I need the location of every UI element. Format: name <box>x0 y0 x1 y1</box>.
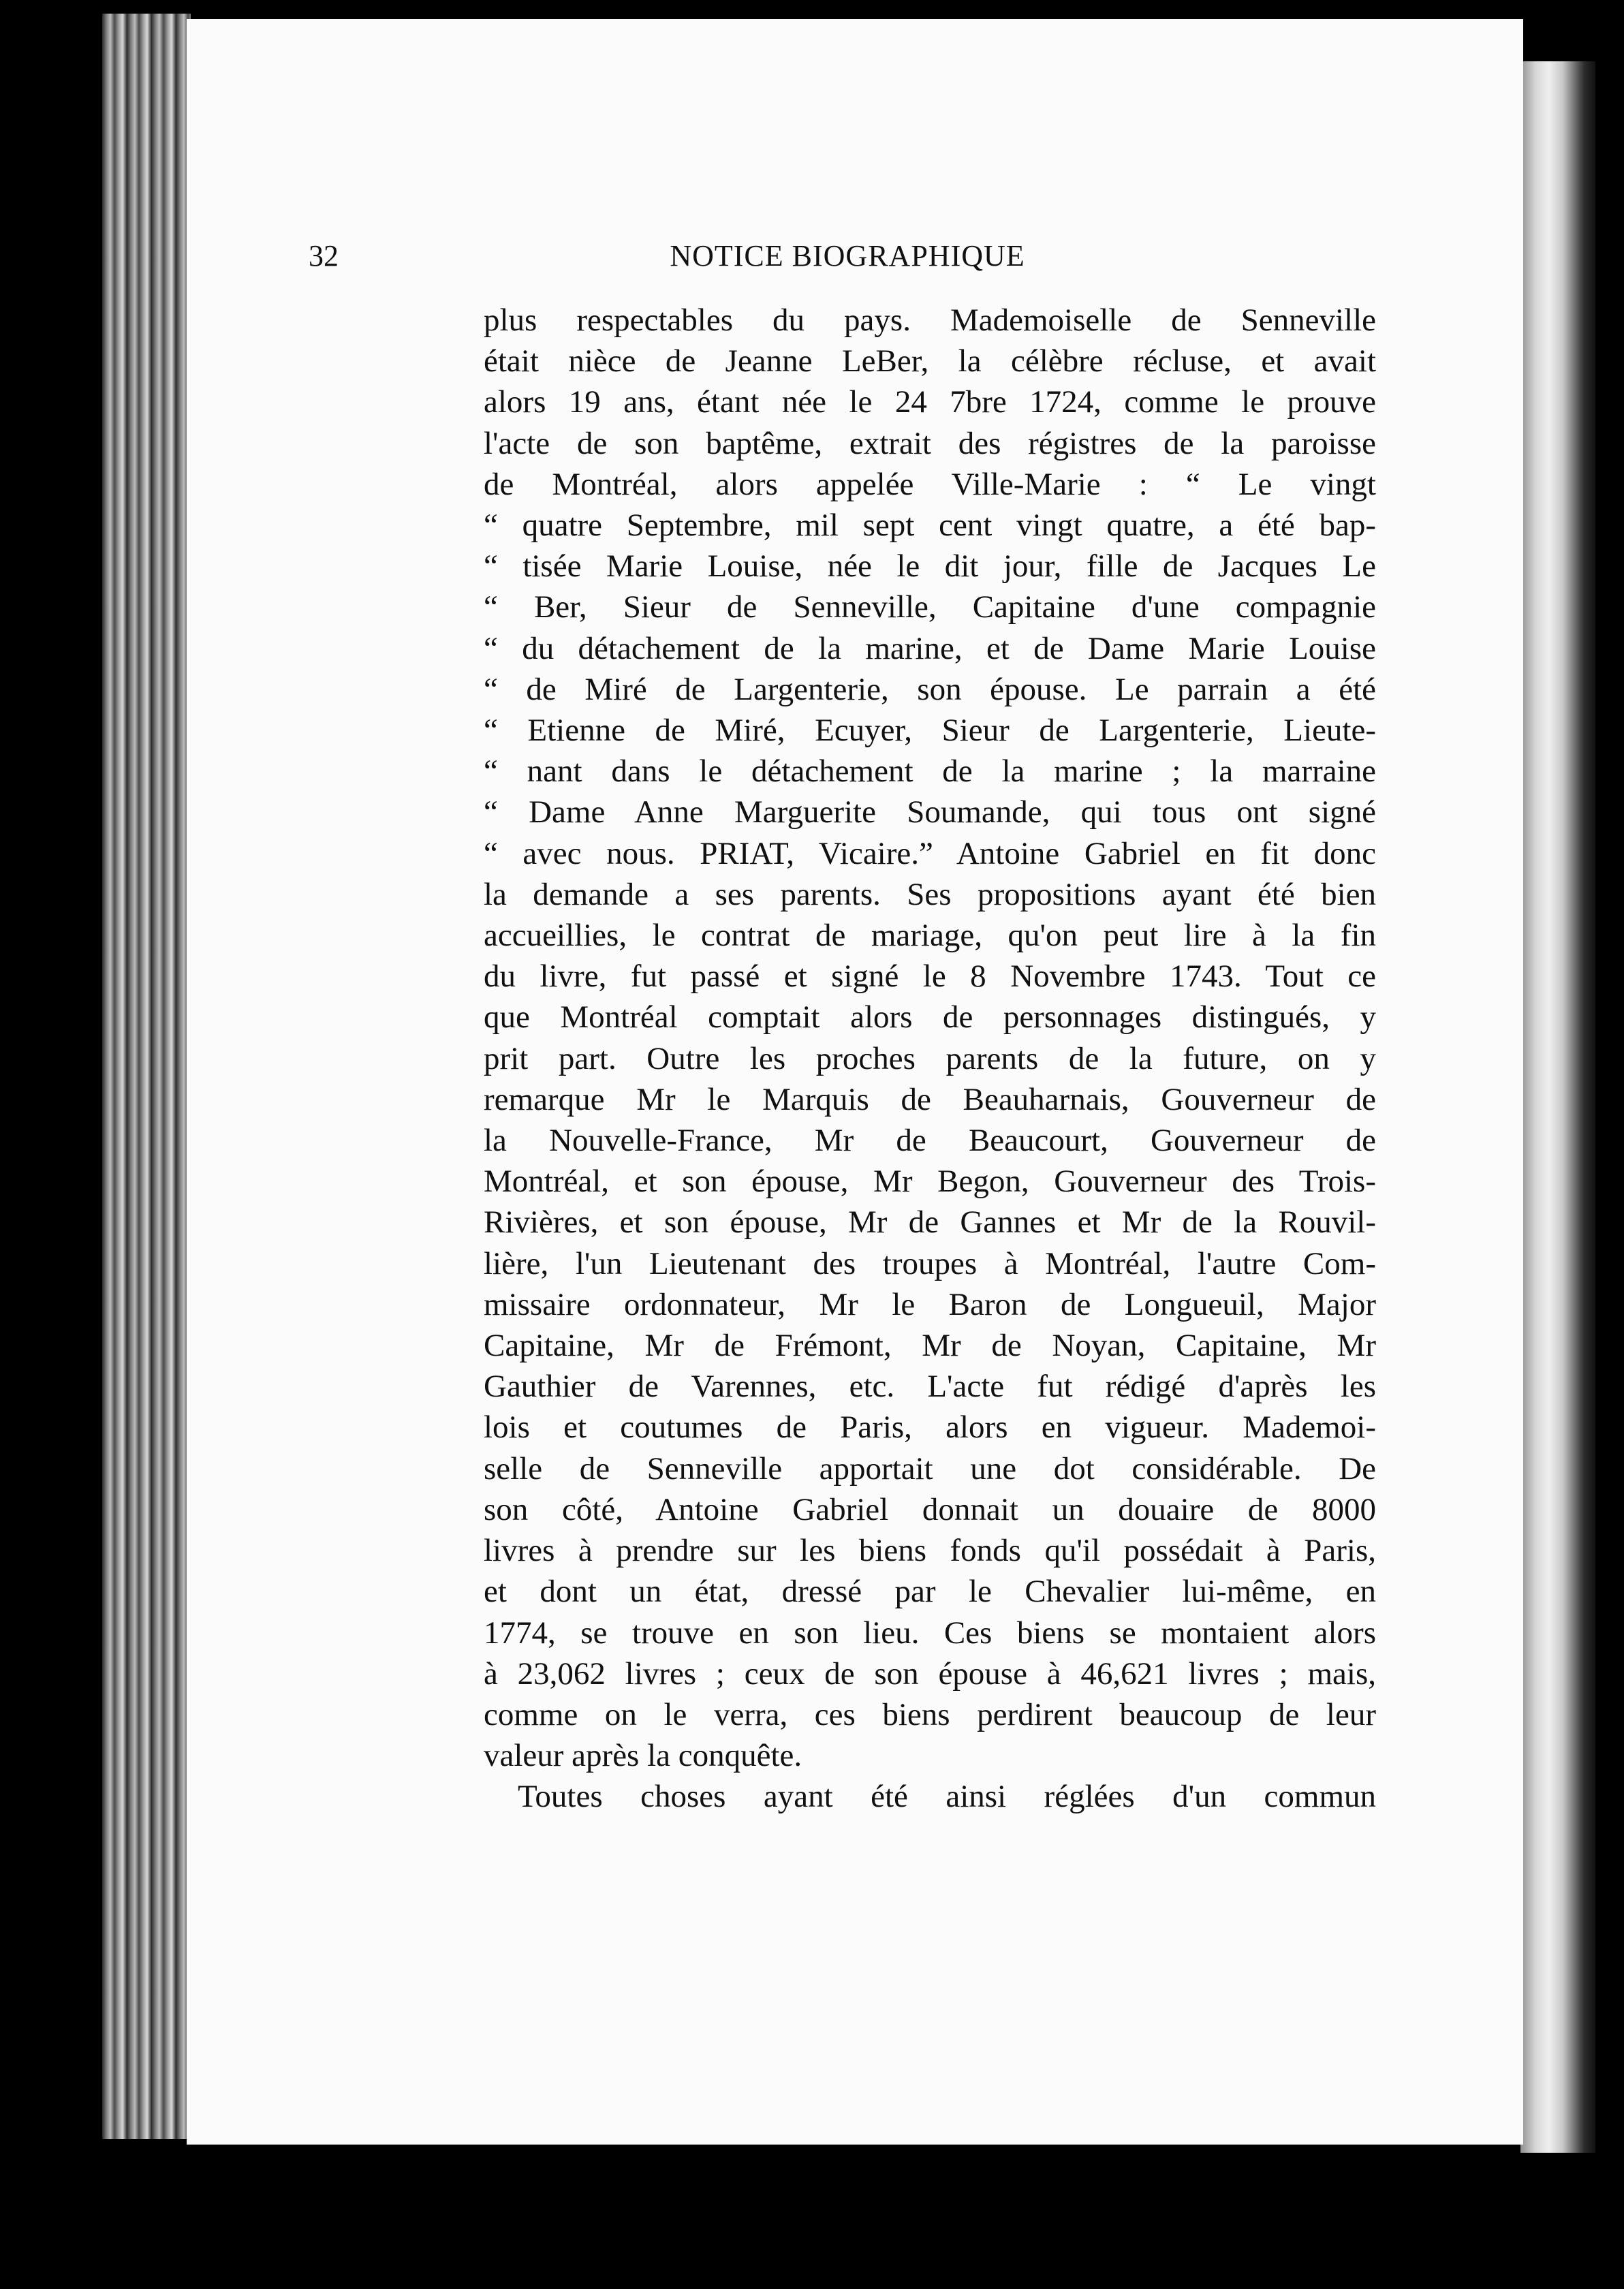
text-line: lois et coutumes de Paris, alors en vigueur. Mademoi- <box>484 1410 1376 1446</box>
text-line: que Montréal comptait alors de personnages distingués, y <box>484 999 1376 1036</box>
book-spine-left-edge <box>102 14 191 2139</box>
text-line: “ quatre Septembre, mil sept cent vingt quatre, a été bap- <box>484 508 1376 544</box>
text-line: l'acte de son baptême, extrait des régistres de la paroisse <box>484 425 1376 461</box>
text-line: “ nant dans le détachement de la marine ; la marraine <box>484 753 1376 790</box>
page-stack-right-edge <box>1520 61 1595 2153</box>
text-line: “ du détachement de la marine, et de Dame Marie Louise <box>484 630 1376 666</box>
text-line: comme on le verra, ces biens perdirent beaucoup de leur <box>484 1696 1376 1732</box>
text-line: du livre, fut passé et signé le 8 Novembre 1743. Tout ce <box>484 959 1376 995</box>
running-title: NOTICE BIOGRAPHIQUE <box>670 239 1025 272</box>
text-line: alors 19 ans, étant née le 24 7bre 1724, comme le prouve <box>484 384 1376 420</box>
text-line: 1774, se trouve en son lieu. Ces biens se montaient alors <box>484 1615 1376 1651</box>
text-line: Capitaine, Mr de Frémont, Mr de Noyan, Capitaine, Mr <box>484 1328 1376 1364</box>
text-line: “ de Miré de Largenterie, son épouse. Le parrain a été <box>484 671 1376 707</box>
text-line: était nièce de Jeanne LeBer, la célèbre récluse, et avait <box>484 343 1376 379</box>
text-line: missaire ordonnateur, Mr le Baron de Longueuil, Major <box>484 1286 1376 1322</box>
text-line: la demande a ses parents. Ses propositions ayant été bien <box>484 876 1376 912</box>
text-line: la Nouvelle-France, Mr de Beaucourt, Gouverneur de <box>484 1123 1376 1159</box>
text-line: à 23,062 livres ; ceux de son épouse à 46,621 livres ; mais, <box>484 1655 1376 1692</box>
text-line: “ Ber, Sieur de Senneville, Capitaine d'une compagnie <box>484 589 1376 625</box>
text-line: remarque Mr le Marquis de Beauharnais, Gouverneur de <box>484 1081 1376 1117</box>
text-line: “ Etienne de Miré, Ecuyer, Sieur de Largenterie, Lieute- <box>484 713 1376 749</box>
page-header <box>309 238 1386 279</box>
text-line: Montréal, et son épouse, Mr Begon, Gouverneur des Trois- <box>484 1164 1376 1200</box>
text-line: “ tisée Marie Louise, née le dit jour, fille de Jacques Le <box>484 548 1376 585</box>
text-line: Gauthier de Varennes, etc. L'acte fut rédigé d'après les <box>484 1369 1376 1405</box>
text-line: plus respectables du pays. Mademoiselle de Senneville <box>484 302 1376 338</box>
text-line: Toutes choses ayant été ainsi réglées d'un commun <box>518 1779 1376 1815</box>
text-line: de Montréal, alors appelée Ville-Marie : “ Le vingt <box>484 466 1376 502</box>
text-line: livres à prendre sur les biens fonds qu'il possédait à Paris, <box>484 1533 1376 1569</box>
text-line: prit part. Outre les proches parents de la future, on y <box>484 1040 1376 1076</box>
page-number: 32 <box>309 239 339 272</box>
text-line: son côté, Antoine Gabriel donnait un douaire de 8000 <box>484 1491 1376 1527</box>
text-line: accueillies, le contrat de mariage, qu'on peut lire à la fin <box>484 918 1376 954</box>
text-line: selle de Senneville apportait une dot considérable. De <box>484 1450 1376 1486</box>
body-text <box>484 300 1376 1818</box>
text-line: “ Dame Anne Marguerite Soumande, qui tous ont signé <box>484 794 1376 830</box>
text-line: Rivières, et son épouse, Mr de Gannes et Mr de la Rouvil- <box>484 1204 1376 1241</box>
text-line: valeur après la conquête. <box>484 1738 802 1774</box>
text-line: “ avec nous. PRIAT, Vicaire.” Antoine Gabriel en fit donc <box>484 835 1376 871</box>
text-line: lière, l'un Lieutenant des troupes à Montréal, l'autre Com- <box>484 1245 1376 1281</box>
text-line: et dont un état, dressé par le Chevalier lui-même, en <box>484 1574 1376 1610</box>
